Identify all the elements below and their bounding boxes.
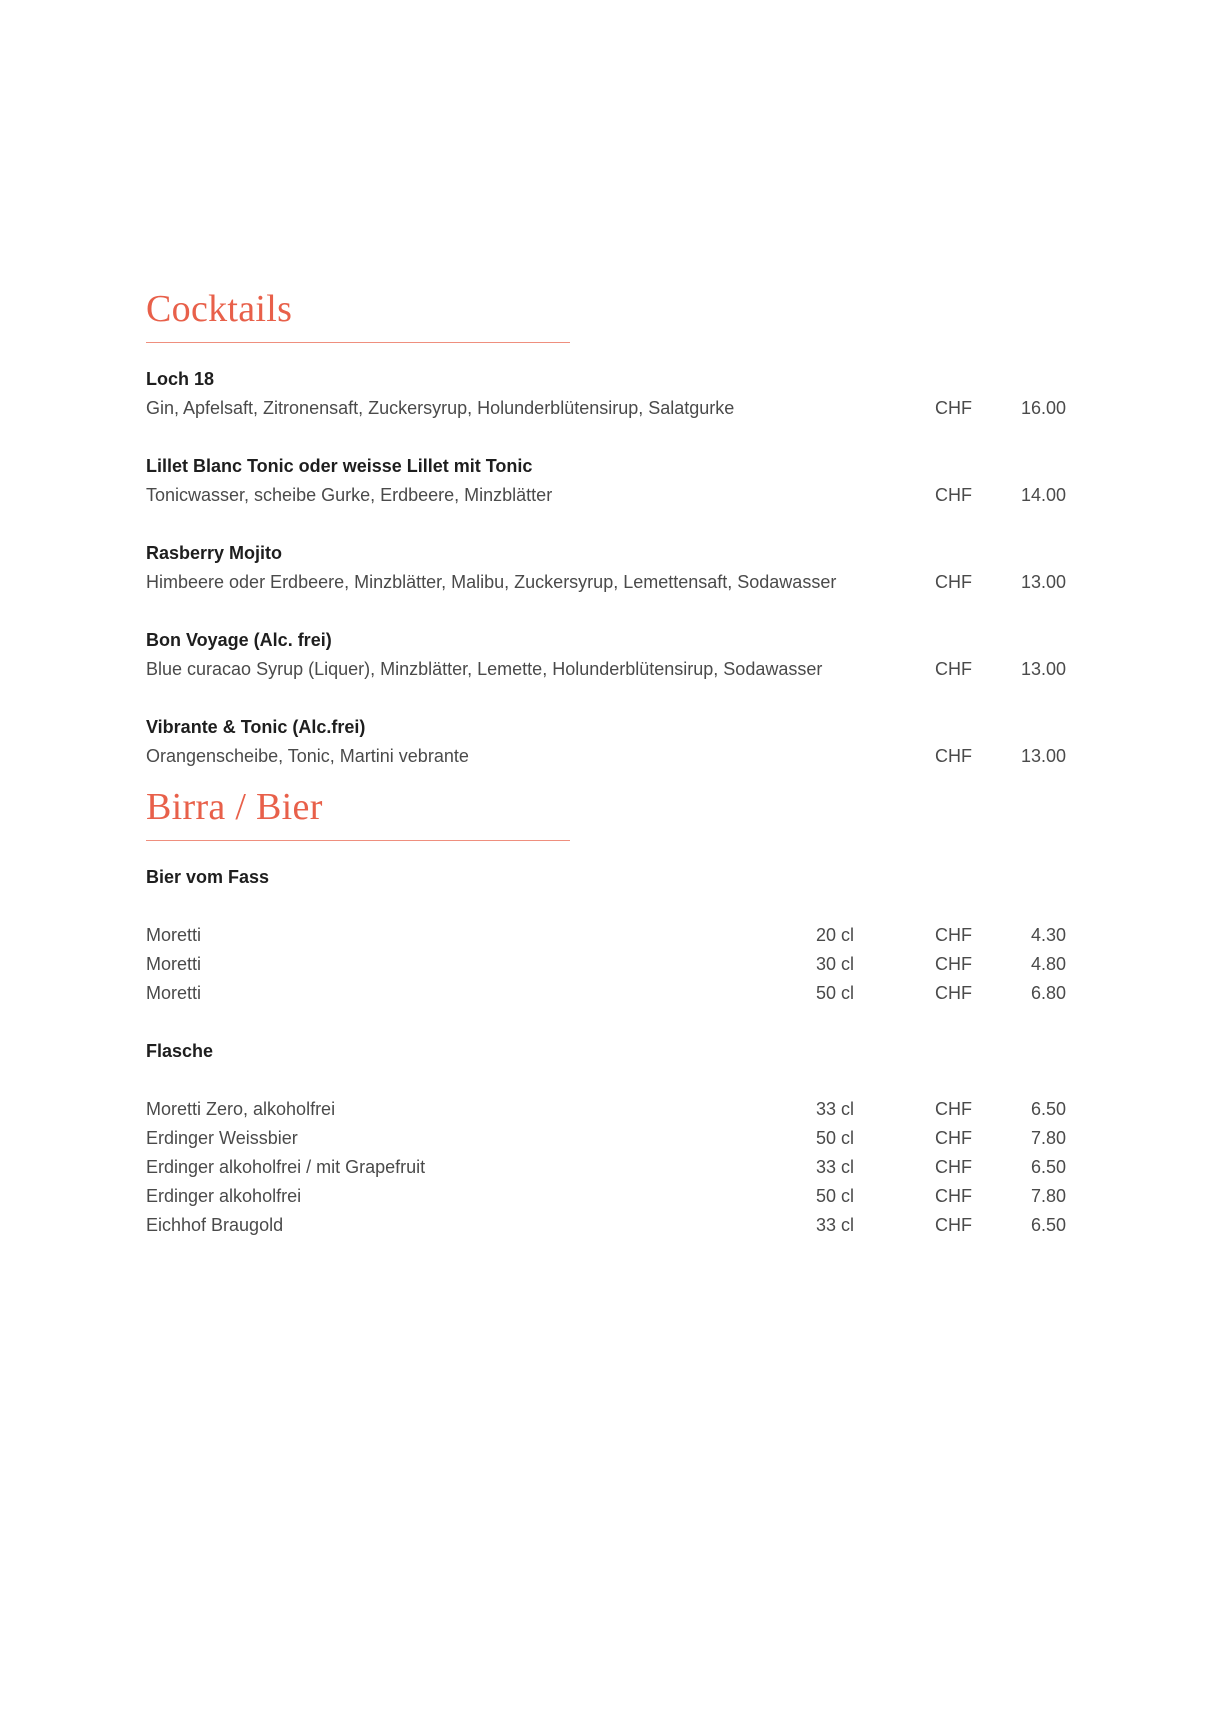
item-name: Moretti (146, 983, 202, 1003)
item-description: Himbeere oder Erdbeere, Minzblätter, Malibu, Zuckersyrup, Lemettensaft, Sodawasser (146, 572, 837, 592)
item-price: 16.00 (1020, 398, 1066, 418)
section-divider (146, 840, 570, 841)
item-currency: CHF (935, 398, 972, 418)
list-item (146, 1124, 1066, 1153)
group-title: Flasche (146, 1041, 214, 1061)
item-name: Loch 18 (146, 369, 215, 389)
list-item (146, 1211, 1066, 1240)
item-currency: CHF (935, 485, 972, 505)
item-name: Erdinger alkoholfrei (146, 1186, 302, 1206)
item-price: 6.50 (1030, 1215, 1066, 1235)
item-size: 50 cl (816, 983, 855, 1003)
item-description: Tonicwasser, scheibe Gurke, Erdbeere, Minzblätter (146, 485, 553, 505)
item-price: 13.00 (1020, 659, 1066, 679)
list-item (146, 950, 1066, 979)
item-currency: CHF (935, 1215, 972, 1235)
item-description: Gin, Apfelsaft, Zitronensaft, Zuckersyrup, Holunderblütensirup, Salatgurke (146, 398, 735, 418)
item-size: 33 cl (816, 1215, 855, 1235)
section-title: Birra / Bier (146, 786, 323, 828)
beer-list (146, 921, 1066, 1008)
beer-section (146, 788, 1066, 1240)
item-price: 14.00 (1020, 485, 1066, 505)
item-size: 20 cl (816, 925, 855, 945)
item-description: Blue curacao Syrup (Liquer), Minzblätter, Lemette, Holunderblütensirup, Sodawasser (146, 659, 823, 679)
item-price: 4.30 (1030, 925, 1066, 945)
menu-item (146, 539, 1066, 626)
item-size: 33 cl (816, 1157, 855, 1177)
item-currency: CHF (935, 659, 972, 679)
item-description: Orangenscheibe, Tonic, Martini vebrante (146, 746, 469, 766)
item-price: 7.80 (1030, 1128, 1066, 1148)
item-price: 13.00 (1020, 746, 1066, 766)
item-currency: CHF (935, 1128, 972, 1148)
item-currency: CHF (935, 954, 972, 974)
item-name: Bon Voyage (Alc. frei) (146, 630, 332, 650)
group-title: Bier vom Fass (146, 867, 270, 887)
section-title: Cocktails (146, 288, 293, 330)
item-currency: CHF (935, 746, 972, 766)
item-name: Moretti Zero, alkoholfrei (146, 1099, 336, 1119)
beer-group-draft (146, 863, 1066, 1008)
item-size: 50 cl (816, 1128, 855, 1148)
item-name: Lillet Blanc Tonic oder weisse Lillet mit Tonic (146, 456, 533, 476)
beer-group-bottle (146, 1037, 1066, 1240)
cocktail-list (146, 365, 1066, 800)
item-name: Erdinger alkoholfrei / mit Grapefruit (146, 1157, 426, 1177)
list-item (146, 1095, 1066, 1124)
item-currency: CHF (935, 925, 972, 945)
menu-item (146, 365, 1066, 452)
item-price: 13.00 (1020, 572, 1066, 592)
item-price: 4.80 (1030, 954, 1066, 974)
item-size: 30 cl (816, 954, 855, 974)
list-item (146, 921, 1066, 950)
item-name: Eichhof Braugold (146, 1215, 284, 1235)
item-price: 6.50 (1030, 1099, 1066, 1119)
item-currency: CHF (935, 1099, 972, 1119)
menu-item (146, 626, 1066, 713)
item-currency: CHF (935, 1157, 972, 1177)
item-name: Vibrante & Tonic (Alc.frei) (146, 717, 366, 737)
beer-list (146, 1095, 1066, 1240)
item-name: Moretti (146, 954, 202, 974)
list-item (146, 1153, 1066, 1182)
item-size: 33 cl (816, 1099, 855, 1119)
list-item (146, 979, 1066, 1008)
item-currency: CHF (935, 572, 972, 592)
item-size: 50 cl (816, 1186, 855, 1206)
section-divider (146, 342, 570, 343)
item-name: Rasberry Mojito (146, 543, 283, 563)
item-price: 6.80 (1030, 983, 1066, 1003)
list-item (146, 1182, 1066, 1211)
menu-item (146, 452, 1066, 539)
item-name: Erdinger Weissbier (146, 1128, 298, 1148)
item-name: Moretti (146, 925, 202, 945)
item-price: 7.80 (1030, 1186, 1066, 1206)
item-currency: CHF (935, 983, 972, 1003)
item-price: 6.50 (1030, 1157, 1066, 1177)
item-currency: CHF (935, 1186, 972, 1206)
cocktails-section (146, 290, 1066, 800)
